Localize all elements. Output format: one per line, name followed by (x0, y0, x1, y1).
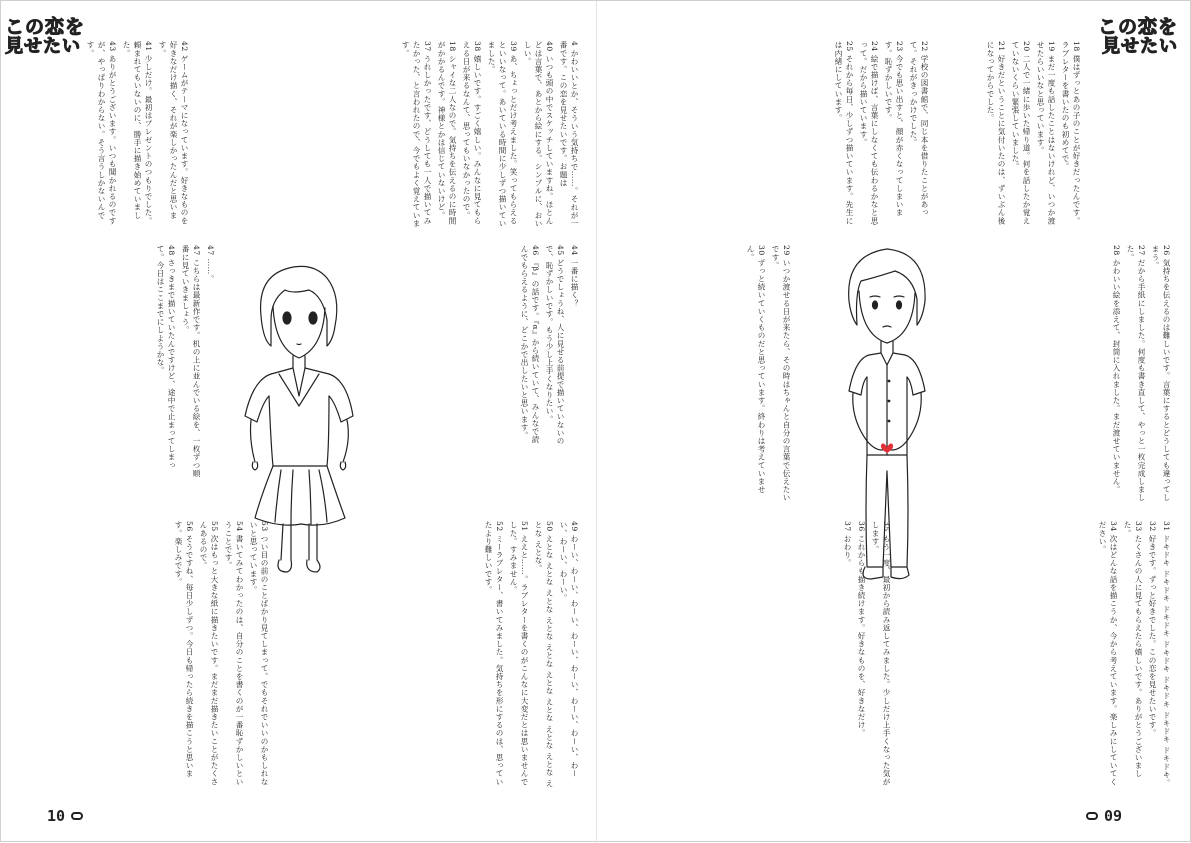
text-paragraph: 47 こちらは最新作です。机の上に並んでいる絵を、一枚ずつ順番に見ていきましょう。 (181, 245, 201, 478)
text-paragraph: 26 気持ちを伝えるのは難しいです。言葉にするとどうしても違ってしまう。 (1151, 245, 1171, 502)
text-paragraph: 42 ゲームがテーマになっています。好きなものを好きなだけ描く、それが楽しかったんだと思います。 (158, 41, 189, 225)
text-paragraph: 29 いつか渡せる日が来たら、その時はちゃんと自分の言葉で伝えたいです。 (771, 245, 791, 502)
right-text-middle-right (972, 245, 1172, 505)
text-paragraph: 21 好きだということに気付いたのは、ずいぶん後になってからでした。 (986, 41, 1006, 225)
text-paragraph: 37 うれしかったです、どうしても一人で描いてみたかった、と言われたので、今でもよく覚えています。 (401, 41, 432, 228)
text-paragraph: 49 わーい、わーい、わーい、わーい、わーい、わーい、わーい、わーい、わーい、わーい。 (559, 521, 579, 778)
text-paragraph: 4 かわいいとか、そういう気持ちで……。それが一番です。この恋を見せたいです。お題は (559, 41, 579, 228)
text-paragraph: 18 シャイな二人なので。気持ちを伝えるのに時間がかかるんです。神様とかは信じていないけど。 (437, 41, 457, 225)
text-paragraph: 33 たくさんの人に見てもらえたら嬉しいです。ありがとうございました。 (1123, 521, 1143, 778)
page-mark-icon (1086, 812, 1098, 820)
text-paragraph: 25 それから毎日、少しずつ描いています。先生には内緒にしています。 (834, 41, 854, 225)
text-paragraph: 27 だから手紙にしました。何度も書き直して、やっと一枚完成しました。 (1126, 245, 1146, 502)
text-paragraph: 43 ありがとうございます。いつも聞かれるのですが、やっぱりわからない。そう言うしかないんです。 (86, 41, 117, 225)
text-paragraph: 41 少しだけ。最初はプレゼントのつもりでした。頼まれてもいないのに、勝手に描き始めていました。 (122, 41, 153, 225)
left-text-top-right (190, 41, 580, 231)
text-paragraph: 53 つい目の前のことばかり見てしまって。でもそれでいいのかもしれないと思っています。 (249, 521, 269, 786)
corner-title-line2: 見せたい (5, 36, 81, 57)
right-text-top-left (630, 41, 930, 231)
text-paragraph: 44 一番に描く？ (570, 245, 579, 308)
text-paragraph: 48 さっきまで描いていたんですけど、途中で止まってしまって。今日はここまでにしようかな。 (156, 245, 176, 470)
text-paragraph: 19 まだ一度も話したことはないけれど、いつか渡せたらいいなと思っています。 (1036, 41, 1056, 225)
text-paragraph: 32 好きです。ずっと好きでした。この恋を見せたいです。 (1148, 521, 1157, 738)
page-number-text: 09 (1103, 807, 1122, 825)
text-paragraph: 36 これからも描き続けます。好きなものを、好きなだけ。 (857, 521, 866, 738)
right-text-middle-left (632, 245, 792, 505)
corner-title-line1: この恋を (5, 16, 86, 38)
text-paragraph: 47 ……。 (206, 245, 215, 283)
text-paragraph: 38 嬉しいです。すごく嬉しい。みんなに見てもらえる日が来るなんて、思ってもいなかったので。 (462, 41, 482, 225)
corner-title-line2: 見せたい (1102, 36, 1178, 57)
text-paragraph: 22 学校の図書館で、同じ本を借りたことがあって。それがきっかけでした。 (909, 41, 929, 217)
boy-illustration (837, 241, 937, 601)
text-paragraph: 23 今でも思い出すと、顔が赤くなってしまいます。恥ずかしいです。 (884, 41, 904, 217)
text-paragraph: 34 次はどんな話を描こうか、今から考えています。楽しみにしていてください。 (1098, 521, 1118, 786)
text-paragraph: 24 絵で描けば、言葉にしなくても伝わるかなと思って。だから描いています。 (859, 41, 879, 225)
page-number-text: 10 (47, 807, 66, 825)
text-paragraph: 28 かわいい絵を添えて、封筒に入れました。まだ渡せていません。 (1112, 245, 1121, 494)
page-number-left (47, 807, 83, 825)
text-paragraph: 51 ええと……。ラブレターを書くのがこんなに大変だとは思いませんでした。すみません。 (509, 521, 529, 786)
text-paragraph: 52 ミーラブレター、書いてみました。気持ちを形にするのは、思っていたより難しいです。 (484, 521, 504, 786)
corner-title-line1: この恋を (1097, 16, 1178, 38)
page-mark-icon (71, 812, 83, 820)
text-paragraph: 20 二人で一緒に歩いた帰り道。何を話したか覚えていないくらい緊張していました。 (1011, 41, 1031, 225)
left-text-middle-left (26, 245, 216, 485)
right-text-top-right (942, 41, 1082, 231)
text-paragraph: 45 どうでしょうね、人に見せる前提で描いていないので、恥ずかしいです。もう少し上手くなりたい。 (545, 245, 565, 445)
text-paragraph: 35 もう一度、最初から読み返してみました。少しだけ上手くなった気がします。 (871, 521, 891, 786)
text-paragraph: 39 あ、ちょっとだけ考えました。笑ってもらえるといいなって。あいている時間に少しずつ描いていました。 (487, 41, 518, 228)
text-paragraph: 54 書いてみてわかったのは、自分のことを書くのが一番恥ずかしいということです。 (224, 521, 244, 786)
left-text-middle-right (420, 245, 580, 445)
right-text-bottom-right (902, 521, 1172, 791)
text-paragraph: 18 僕はずっとあの子のことが好きだったんです。ラブレターを書いたのも初めてで。 (1061, 41, 1081, 225)
corner-title-right (1098, 17, 1178, 57)
girl-illustration (231, 256, 366, 591)
right-page (597, 1, 1191, 843)
text-paragraph: 55 次はもっと大きな紙に描きたいです。まだまだ描きたいことがたくさんあるので。 (199, 521, 219, 786)
text-paragraph: 56 そうですね、毎日少しずつ。今日も帰ったら続きを描こうと思います。楽しみです。 (174, 521, 194, 778)
text-paragraph: 30 ずっと続いていくものだと思っています。終わりは考えていません。 (746, 245, 766, 494)
text-paragraph: 37 おわり。 (843, 521, 852, 567)
left-page (1, 1, 596, 843)
text-paragraph: 46 『β』の話です。『α』から続いていて、みんなで読んでもらえるように、どこかで出したいと思います。 (520, 245, 540, 444)
page-number-right (1086, 807, 1122, 825)
text-paragraph: 50 えとな えとな えとな えとな えとな えとな えとな えとな えとな えとな えとな。 (534, 521, 554, 788)
left-text-top-left (40, 41, 190, 231)
text-paragraph: 40 いつも頭の中でスケッチしていますね。ほとんどは言葉で、あとから絵にする。シンプルに、おいしい。 (523, 41, 554, 228)
text-paragraph: 31 ドキドキ ドキドキ ドキドキ ドキドキ ドキドキ ドキドキ ドキドキ。 (1162, 521, 1171, 787)
